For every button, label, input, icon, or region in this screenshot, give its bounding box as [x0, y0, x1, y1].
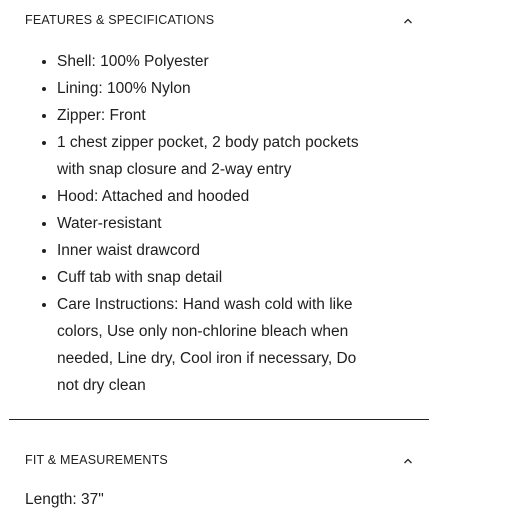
- length-measurement: Length: 37": [25, 491, 104, 508]
- list-item: • Inner waist drawcord: [57, 237, 381, 264]
- chevron-up-icon[interactable]: [403, 456, 413, 466]
- features-section-title: FEATURES & SPECIFICATIONS: [25, 13, 215, 27]
- fit-section-header[interactable]: [9, 440, 429, 480]
- list-item: • Lining: 100% Nylon: [57, 75, 381, 102]
- list-item: • Shell: 100% Polyester: [57, 48, 381, 75]
- list-item: • Water-resistant: [57, 210, 381, 237]
- features-list: [9, 48, 381, 399]
- list-item: • Hood: Attached and hooded: [57, 183, 381, 210]
- features-section-header[interactable]: [9, 0, 429, 40]
- list-item: • Care Instructions: Hand wash cold with like colors, Use only non-chlorine bleach when needed, Line dry, Cool iron if necessary, Do not dry clean: [57, 291, 381, 399]
- list-item: • Cuff tab with snap detail: [57, 264, 381, 291]
- section-divider: [9, 419, 429, 420]
- list-item: • 1 chest zipper pocket, 2 body patch pockets with snap closure and 2-way entry: [57, 129, 381, 183]
- fit-section-title: FIT & MEASUREMENTS: [25, 453, 168, 467]
- list-item: • Zipper: Front: [57, 102, 381, 129]
- chevron-up-icon[interactable]: [403, 16, 413, 26]
- product-details-panel: [9, 0, 429, 508]
